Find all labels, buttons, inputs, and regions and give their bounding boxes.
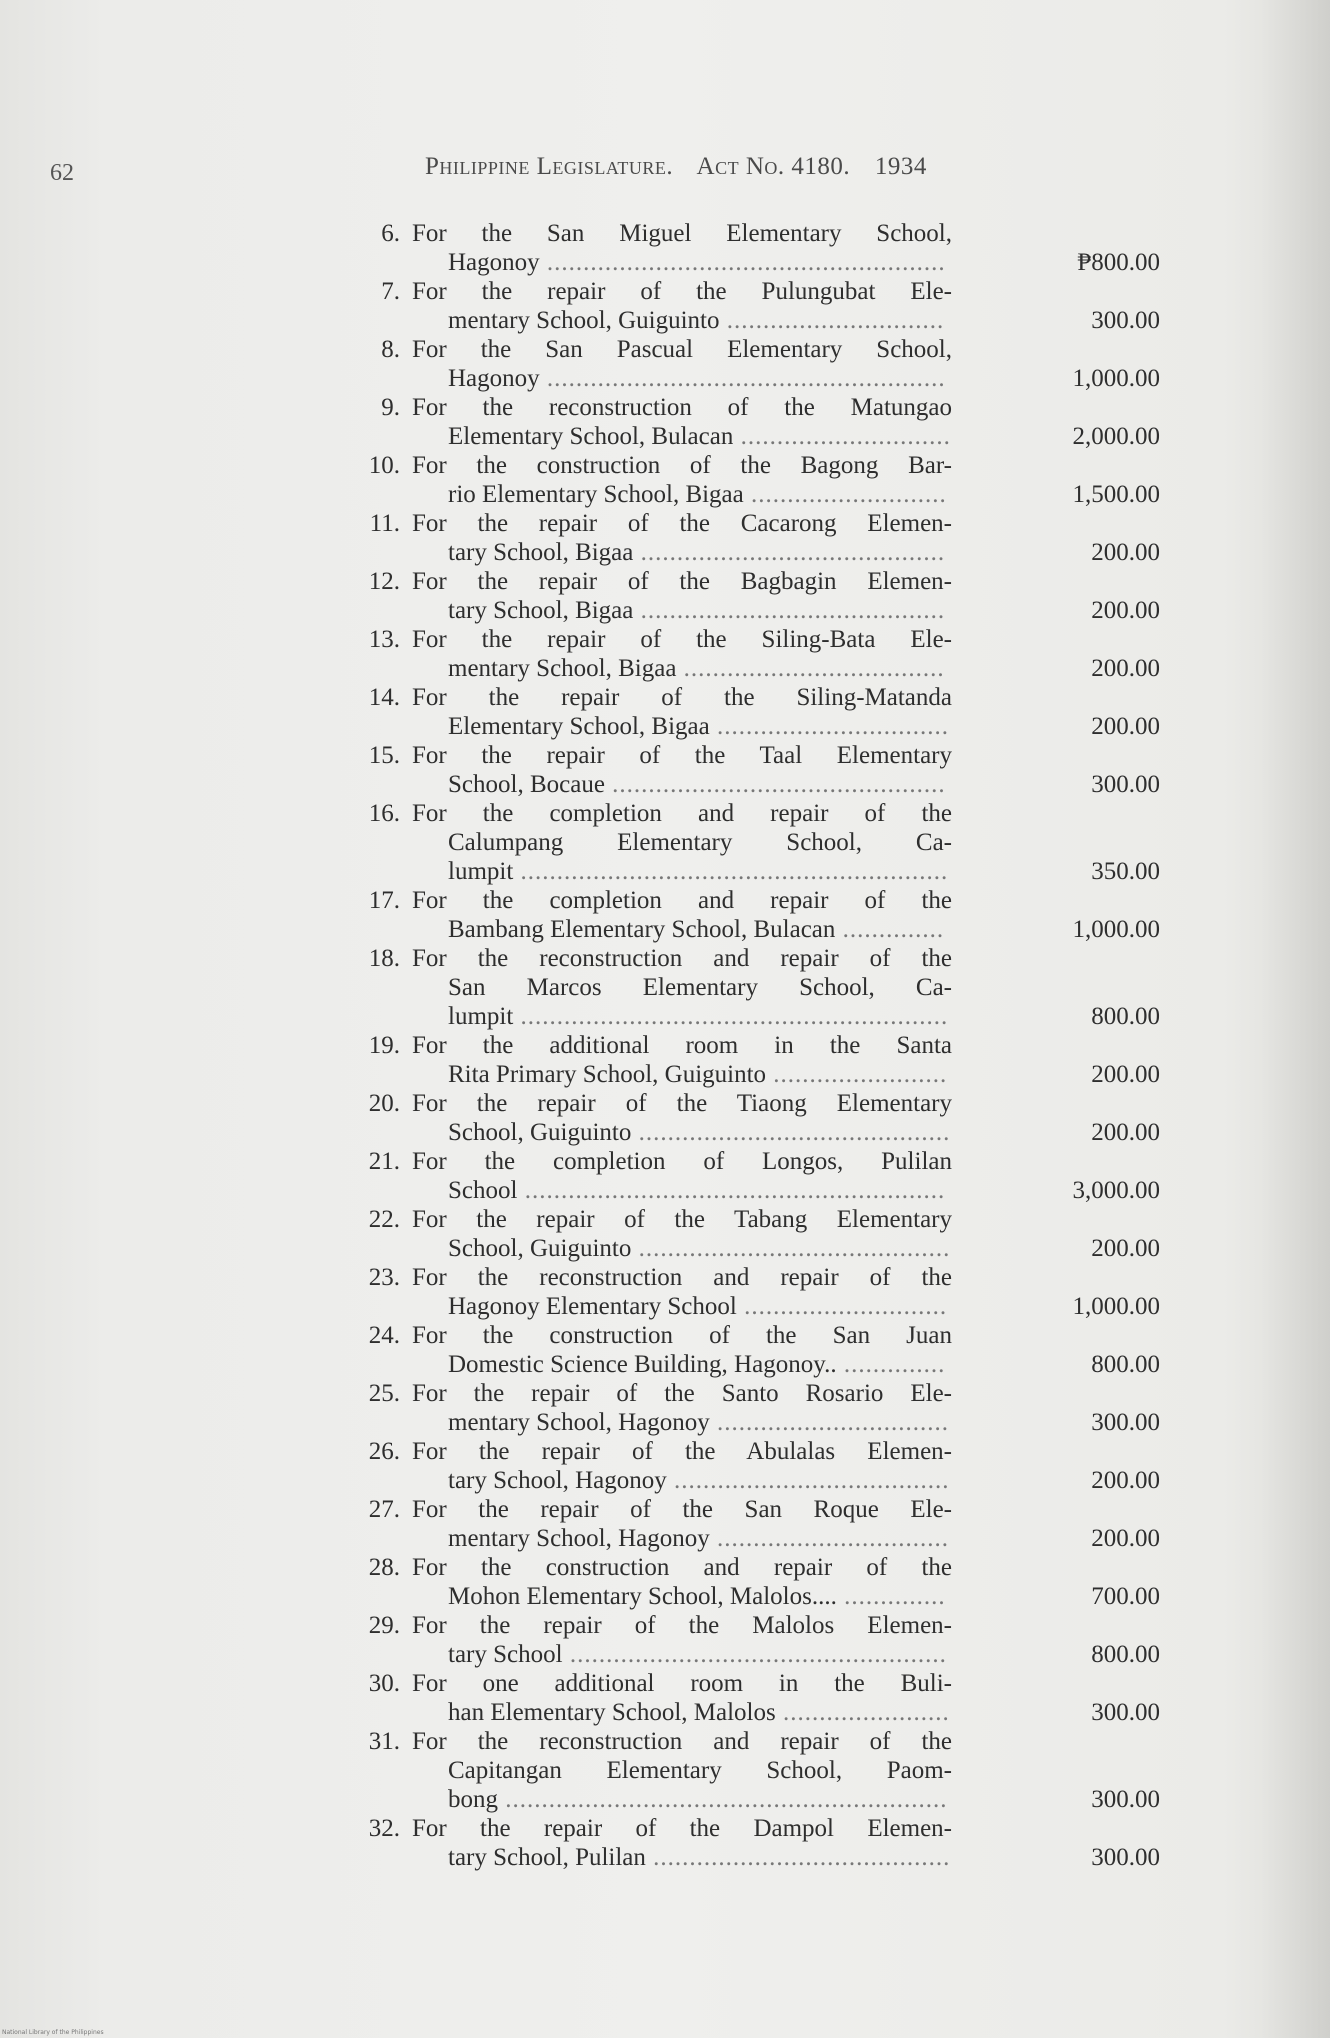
description-line: For the repair of the Tabang Elementary <box>412 1206 952 1233</box>
description-line: For the construction and repair of the <box>412 1554 952 1581</box>
description-line: For the completion of Longos, Pulilan <box>412 1148 952 1175</box>
item-amount: 200.00 <box>1091 539 1160 566</box>
item-description <box>412 335 1304 393</box>
item-number: 10. <box>368 452 400 479</box>
leader-dots: ........................... <box>743 481 947 508</box>
item-description <box>412 944 1304 1031</box>
description-line: For the additional room in the Santa <box>412 1032 952 1059</box>
item-number: 19. <box>368 1032 400 1059</box>
description-line: For the repair of the Abulalas Elemen- <box>412 1438 952 1465</box>
item-number: 17. <box>368 887 400 914</box>
item-number: 15. <box>368 742 400 769</box>
list-item <box>350 1814 1160 1872</box>
item-amount: 1,500.00 <box>1072 481 1160 508</box>
list-item <box>350 1669 1160 1727</box>
item-amount: 700.00 <box>1091 1583 1160 1610</box>
item-description <box>412 1089 1304 1147</box>
list-item <box>350 1205 1160 1263</box>
description-line: tary School .................................................... <box>448 1641 947 1668</box>
item-amount: 1,000.00 <box>1072 365 1160 392</box>
leader-dots: ................................ <box>709 1525 950 1552</box>
leader-dots: .......................................... <box>633 539 946 566</box>
item-description <box>412 1495 1304 1553</box>
leader-dots: .............. <box>836 1351 946 1378</box>
item-description <box>412 277 1304 335</box>
description-line: For the repair of the Taal Elementary <box>412 742 952 769</box>
description-line: For the completion and repair of the <box>412 800 952 827</box>
list-item <box>350 567 1160 625</box>
header-title: Philippine Legislature. <box>425 153 674 180</box>
list-item <box>350 886 1160 944</box>
list-item <box>350 1089 1160 1147</box>
description-line: For the repair of the Cacarong Elemen- <box>412 510 952 537</box>
description-line: For the construction of the Bagong Bar- <box>412 452 952 479</box>
item-description <box>412 1147 1304 1205</box>
item-number: 6. <box>381 220 400 247</box>
appropriation-list <box>350 219 1160 1872</box>
description-line: School .......................................................... <box>448 1177 946 1204</box>
list-item <box>350 1031 1160 1089</box>
item-description <box>412 567 1304 625</box>
description-line: For the completion and repair of the <box>412 887 952 914</box>
item-number: 16. <box>368 800 400 827</box>
description-line: Hagonoy ....................................................... <box>448 365 946 392</box>
description-line: Rita Primary School, Guiguinto ........................ <box>448 1061 948 1088</box>
description-line: For the construction of the San Juan <box>412 1322 952 1349</box>
description-line: For the repair of the Santo Rosario Ele- <box>412 1380 952 1407</box>
item-description <box>412 1814 1304 1872</box>
item-number: 29. <box>368 1612 400 1639</box>
item-description <box>412 1263 1304 1321</box>
item-amount: 200.00 <box>1091 1061 1160 1088</box>
description-line: For the reconstruction of the Matungao <box>412 394 952 421</box>
description-line: For the repair of the Tiaong Elementary <box>412 1090 952 1117</box>
description-line: For one additional room in the Buli- <box>412 1670 952 1697</box>
description-line: Hagonoy Elementary School ............................ <box>448 1293 948 1320</box>
item-amount: 200.00 <box>1091 713 1160 740</box>
list-item <box>350 393 1160 451</box>
list-item <box>350 509 1160 567</box>
item-number: 18. <box>368 945 400 972</box>
leader-dots: .......................................................... <box>517 1177 946 1204</box>
item-description <box>412 1379 1304 1437</box>
item-description <box>412 509 1304 567</box>
item-description <box>412 219 1304 277</box>
description-line: For the repair of the San Roque Ele- <box>412 1496 952 1523</box>
list-item <box>350 335 1160 393</box>
item-amount: 350.00 <box>1091 858 1160 885</box>
item-number: 14. <box>368 684 400 711</box>
item-description <box>412 393 1304 451</box>
leader-dots: ...................................... <box>666 1467 950 1494</box>
leader-dots: .................................... <box>676 655 945 682</box>
leader-dots: .............. <box>836 1583 946 1610</box>
item-amount: 2,000.00 <box>1072 423 1160 450</box>
item-number: 32. <box>368 1815 400 1842</box>
leader-dots: .............................................. <box>604 771 946 798</box>
item-amount: 200.00 <box>1091 597 1160 624</box>
description-line: Capitangan Elementary School, Paom- <box>448 1757 952 1784</box>
leader-dots: ........................................... <box>631 1235 951 1262</box>
description-line: For the San Miguel Elementary School, <box>412 220 952 247</box>
description-line: For the repair of the Pulungubat Ele- <box>412 278 952 305</box>
list-item <box>350 1321 1160 1379</box>
item-amount: 300.00 <box>1091 1844 1160 1871</box>
item-description <box>412 1611 1304 1669</box>
item-amount: 200.00 <box>1091 1525 1160 1552</box>
item-number: 31. <box>368 1728 400 1755</box>
description-line: For the reconstruction and repair of the <box>412 1264 952 1291</box>
item-description <box>412 886 1304 944</box>
leader-dots: .................................................... <box>562 1641 947 1668</box>
description-line: Hagonoy ....................................................... <box>448 249 946 276</box>
footer-tag: National Library of the Philippines <box>2 2029 104 2036</box>
description-line: lumpit ........................................................... <box>448 1003 949 1030</box>
description-line: mentary School, Bigaa .................................... <box>448 655 945 682</box>
item-amount: 800.00 <box>1091 1641 1160 1668</box>
leader-dots: ........................................................... <box>513 858 949 885</box>
item-number: 24. <box>368 1322 400 1349</box>
item-number: 9. <box>381 394 400 421</box>
item-description <box>412 1553 1304 1611</box>
leader-dots: ....................................................... <box>539 249 946 276</box>
item-amount: 800.00 <box>1091 1003 1160 1030</box>
item-amount: 300.00 <box>1091 1409 1160 1436</box>
item-description <box>412 741 1304 799</box>
leader-dots: ........................................... <box>631 1119 951 1146</box>
leader-dots: ............................. <box>733 423 951 450</box>
leader-dots: ........................................................... <box>513 1003 949 1030</box>
leader-dots: ....................................................... <box>539 365 946 392</box>
list-item <box>350 1379 1160 1437</box>
description-line: For the reconstruction and repair of the <box>412 945 952 972</box>
item-number: 26. <box>368 1438 400 1465</box>
item-description <box>412 1031 1304 1089</box>
item-description <box>412 1727 1304 1814</box>
item-amount: 200.00 <box>1091 1467 1160 1494</box>
item-amount: 300.00 <box>1091 1699 1160 1726</box>
item-amount: ₱800.00 <box>1077 249 1160 276</box>
item-number: 28. <box>368 1554 400 1581</box>
list-item <box>350 1553 1160 1611</box>
description-line: For the repair of the Dampol Elemen- <box>412 1815 952 1842</box>
item-description <box>412 451 1304 509</box>
description-line: For the repair of the Siling-Bata Ele- <box>412 626 952 653</box>
description-line: School, Bocaue .............................................. <box>448 771 946 798</box>
item-number: 22. <box>368 1206 400 1233</box>
list-item <box>350 451 1160 509</box>
description-line: Calumpang Elementary School, Ca- <box>448 829 952 856</box>
list-item <box>350 944 1160 1031</box>
description-line: tary School, Hagonoy ...................................... <box>448 1467 950 1494</box>
description-line: Mohon Elementary School, Malolos.... .............. <box>448 1583 946 1610</box>
description-line: San Marcos Elementary School, Ca- <box>448 974 952 1001</box>
item-number: 20. <box>368 1090 400 1117</box>
description-line: Elementary School, Bigaa ................................ <box>448 713 949 740</box>
item-number: 21. <box>368 1148 400 1175</box>
item-number: 30. <box>368 1670 400 1697</box>
item-amount: 3,000.00 <box>1072 1177 1160 1204</box>
description-line: Elementary School, Bulacan ............................. <box>448 423 951 450</box>
item-amount: 200.00 <box>1091 655 1160 682</box>
list-item <box>350 1147 1160 1205</box>
description-line: For the reconstruction and repair of the <box>412 1728 952 1755</box>
item-description <box>412 625 1304 683</box>
list-item <box>350 1727 1160 1814</box>
item-number: 8. <box>381 336 400 363</box>
item-description <box>412 1205 1304 1263</box>
item-amount: 800.00 <box>1091 1351 1160 1378</box>
leader-dots: .............. <box>835 916 945 943</box>
description-line: tary School, Pulilan ......................................... <box>448 1844 951 1871</box>
item-number: 12. <box>368 568 400 595</box>
item-amount: 200.00 <box>1091 1235 1160 1262</box>
description-line: For the repair of the Malolos Elemen- <box>412 1612 952 1639</box>
description-line: rio Elementary School, Bigaa ........................... <box>448 481 947 508</box>
item-description <box>412 1437 1304 1495</box>
description-line: mentary School, Hagonoy ................................ <box>448 1525 950 1552</box>
running-header <box>425 153 945 181</box>
list-item <box>350 1495 1160 1553</box>
leader-dots: ................................ <box>709 1409 950 1436</box>
leader-dots: .............................. <box>719 307 945 334</box>
list-item <box>350 741 1160 799</box>
description-line: School, Guiguinto ........................................... <box>448 1119 951 1146</box>
description-line: Domestic Science Building, Hagonoy.. .............. <box>448 1351 946 1378</box>
item-amount: 1,000.00 <box>1072 916 1160 943</box>
leader-dots: ......................................... <box>645 1844 951 1871</box>
list-item <box>350 1611 1160 1669</box>
header-year: 1934 <box>874 153 927 180</box>
description-line: han Elementary School, Malolos ....................... <box>448 1699 950 1726</box>
item-number: 13. <box>368 626 400 653</box>
page-number: 62 <box>50 160 74 186</box>
item-amount: 300.00 <box>1091 771 1160 798</box>
item-description <box>412 683 1304 741</box>
description-line: lumpit ........................................................... <box>448 858 949 885</box>
item-number: 27. <box>368 1496 400 1523</box>
item-number: 25. <box>368 1380 400 1407</box>
item-amount: 200.00 <box>1091 1119 1160 1146</box>
description-line: For the repair of the Siling-Matanda <box>412 684 952 711</box>
item-description <box>412 1321 1304 1379</box>
list-item <box>350 683 1160 741</box>
item-amount: 300.00 <box>1091 1786 1160 1813</box>
list-item <box>350 625 1160 683</box>
header-act: Act No. 4180. <box>696 153 851 180</box>
description-line: mentary School, Hagonoy ................................ <box>448 1409 950 1436</box>
description-line: tary School, Bigaa .......................................... <box>448 539 946 566</box>
list-item <box>350 799 1160 886</box>
list-item <box>350 219 1160 277</box>
item-description <box>412 1669 1304 1727</box>
item-number: 7. <box>381 278 400 305</box>
description-line: For the San Pascual Elementary School, <box>412 336 952 363</box>
leader-dots: ............................................................. <box>498 1786 948 1813</box>
item-description <box>412 799 1304 886</box>
list-item <box>350 1263 1160 1321</box>
description-line: School, Guiguinto ........................................... <box>448 1235 951 1262</box>
description-line: bong ............................................................. <box>448 1786 948 1813</box>
leader-dots: ........................ <box>766 1061 948 1088</box>
description-line: tary School, Bigaa .......................................... <box>448 597 946 624</box>
description-line: For the repair of the Bagbagin Elemen- <box>412 568 952 595</box>
leader-dots: ............................ <box>736 1293 948 1320</box>
list-item <box>350 277 1160 335</box>
description-line: mentary School, Guiguinto .............................. <box>448 307 945 334</box>
item-amount: 1,000.00 <box>1072 1293 1160 1320</box>
list-item <box>350 1437 1160 1495</box>
item-amount: 300.00 <box>1091 307 1160 334</box>
item-number: 11. <box>369 510 400 537</box>
leader-dots: .......................................... <box>633 597 946 624</box>
description-line: Bambang Elementary School, Bulacan .............. <box>448 916 945 943</box>
leader-dots: ....................... <box>775 1699 950 1726</box>
leader-dots: ................................ <box>709 713 949 740</box>
item-number: 23. <box>368 1264 400 1291</box>
